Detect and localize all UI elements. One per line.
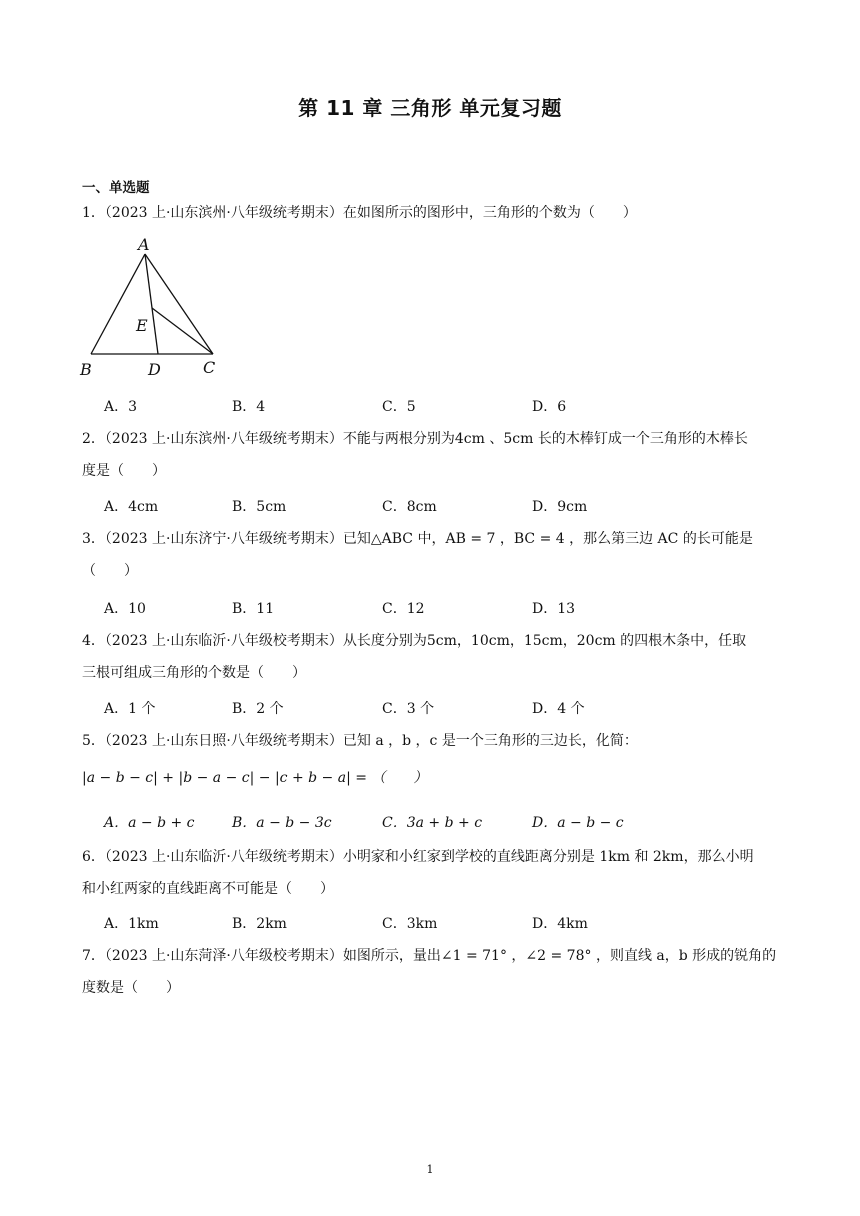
question-2-options xyxy=(104,496,784,516)
option-d: D．a − b − c xyxy=(532,815,624,831)
option-b: B．2 个 xyxy=(232,701,284,717)
question-4-options xyxy=(104,698,784,718)
option-c: C．8cm xyxy=(382,499,437,515)
question-6-options xyxy=(104,913,784,933)
question-4-text: 4．（2023 上·山东临沂·八年级校考期末）从长度分别为5cm，10cm，15cm，20cm 的四根木条中，任取 xyxy=(82,633,747,649)
option-c: C．12 xyxy=(382,601,425,617)
question-3-text: 3．（2023 上·山东济宁·八年级统考期末）已知△ABC 中，AB = 7 ，BC = 4 ，那么第三边 AC 的长可能是 xyxy=(82,531,753,547)
question-5-text: 5．（2023 上·山东日照·八年级统考期末）已知 a ，b ，c 是一个三角形的三边长，化简： xyxy=(82,733,638,749)
question-5-options xyxy=(104,812,784,832)
option-b: B．a − b − 3c xyxy=(232,815,332,831)
segment-ac xyxy=(145,254,213,354)
question-4-text-cont: 三根可组成三角形的个数是（ ） xyxy=(82,665,306,681)
triangle-figure xyxy=(78,232,238,382)
label-d: D xyxy=(148,360,161,379)
page-title: 第 11 章 三角形 单元复习题 xyxy=(298,96,562,120)
option-a: A．3 xyxy=(104,399,138,415)
option-b: B．11 xyxy=(232,601,275,617)
question-3-text-cont: （ ） xyxy=(82,563,138,579)
question-6-text-cont: 和小红两家的直线距离不可能是（ ） xyxy=(82,881,334,897)
question-2-text-cont: 度是（ ） xyxy=(82,463,166,479)
option-b: B．2km xyxy=(232,916,287,932)
option-d: D．13 xyxy=(532,601,576,617)
segment-ec xyxy=(152,308,213,354)
page-number: 1 xyxy=(426,1163,434,1176)
question-7-text: 7．（2023 上·山东菏泽·八年级校考期末）如图所示，量出∠1 = 71° ，∠2 = 78° ，则直线 a，b 形成的锐角的 xyxy=(82,948,777,964)
question-1-options xyxy=(104,396,784,416)
option-a: A．4cm xyxy=(104,499,159,515)
label-e: E xyxy=(136,316,148,335)
label-a: A xyxy=(138,235,150,254)
option-a: A．a − b + c xyxy=(104,815,195,831)
option-a: A．1 个 xyxy=(104,701,156,717)
label-c: C xyxy=(203,358,216,377)
label-b: B xyxy=(80,360,92,379)
segment-ad xyxy=(145,254,158,354)
option-c: C．3km xyxy=(382,916,438,932)
question-2-text: 2．（2023 上·山东滨州·八年级统考期末）不能与两根分别为4cm 、5cm 长的木棒钉成一个三角形的木棒长 xyxy=(82,431,748,447)
question-7-text-cont: 度数是（ ） xyxy=(82,980,180,996)
option-a: A．1km xyxy=(104,916,159,932)
section-heading: 一、单选题 xyxy=(82,180,150,196)
question-3-options xyxy=(104,598,784,618)
question-5-expression: |a − b − c| + |b − a − c| − |c + b − a| = （ ） xyxy=(82,770,428,786)
question-1-text: 1．（2023 上·山东滨州·八年级统考期末）在如图所示的图形中，三角形的个数为（ ） xyxy=(82,205,637,221)
option-d: D．9cm xyxy=(532,499,588,515)
option-c: C．5 xyxy=(382,399,416,415)
option-a: A．10 xyxy=(104,601,146,617)
option-d: D．4km xyxy=(532,916,588,932)
segment-ab xyxy=(91,254,145,354)
option-c: C．3 个 xyxy=(382,701,435,717)
option-b: B．5cm xyxy=(232,499,287,515)
option-c: C．3a + b + c xyxy=(382,815,483,831)
option-d: D．6 xyxy=(532,399,567,415)
question-6-text: 6．（2023 上·山东临沂·八年级统考期末）小明家和小红家到学校的直线距离分别是 1km 和 2km，那么小明 xyxy=(82,849,754,865)
option-d: D．4 个 xyxy=(532,701,585,717)
option-b: B．4 xyxy=(232,399,266,415)
